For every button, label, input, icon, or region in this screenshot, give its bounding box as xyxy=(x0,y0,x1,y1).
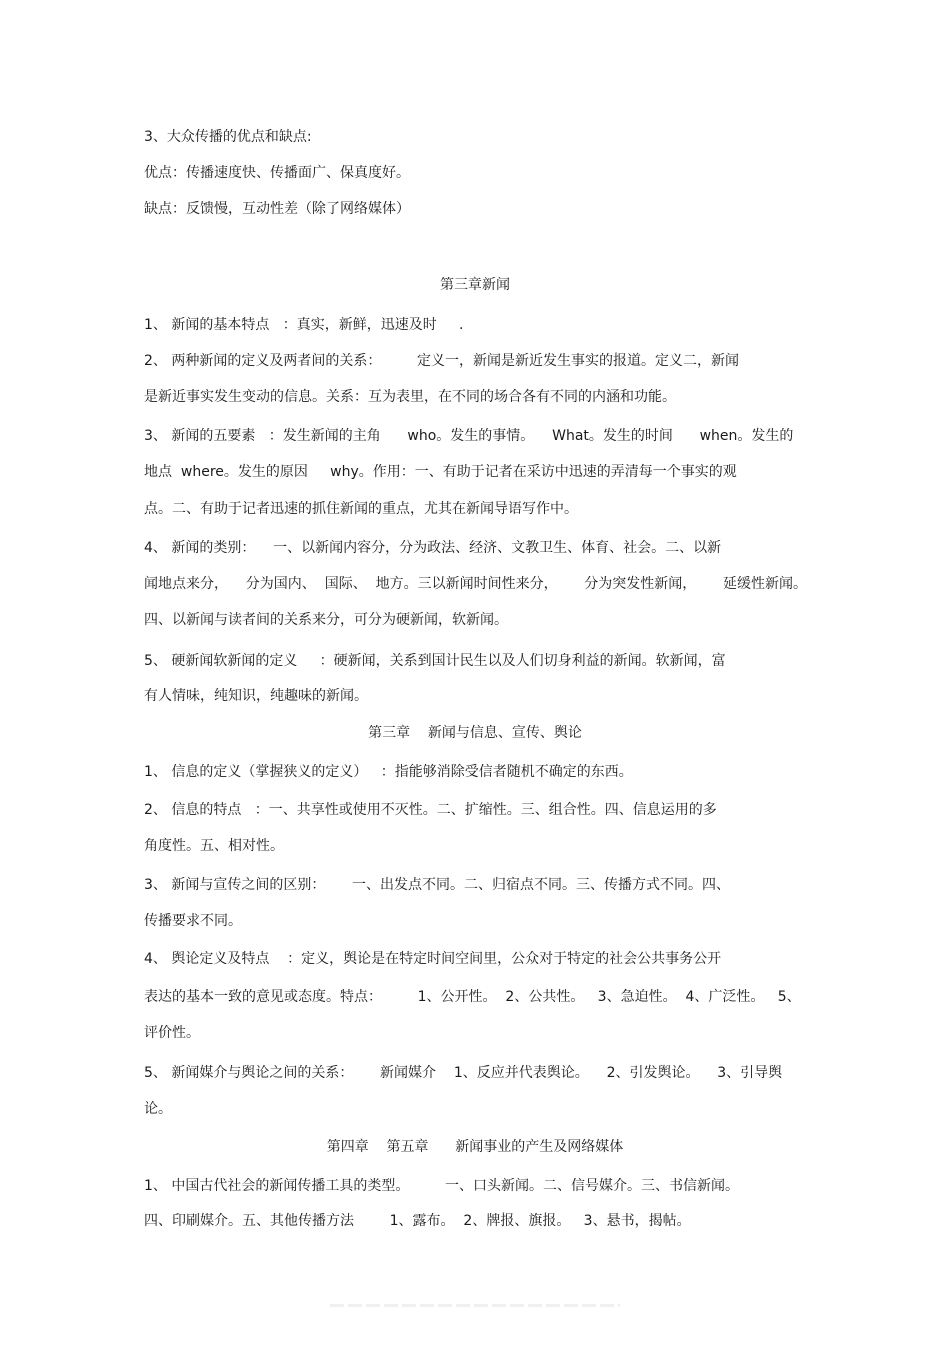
chapter-title-news-information: 第三章 新闻与信息、宣传、舆论 xyxy=(368,725,582,741)
paragraph-line: 有人情味，纯知识，纯趣味的新闻。 xyxy=(144,688,368,704)
paragraph-line: 1、 信息的定义（掌握狭义的定义） ：指能够消除受信者随机不确定的东西。 xyxy=(144,764,633,780)
paragraph-line: 地点 where。发生的原因 why。作用：一、有助于记者在采访中迅速的弄清每一个事实的观 xyxy=(144,464,737,480)
paragraph-line: 四、以新闻与读者间的关系来分，可分为硬新闻，软新闻。 xyxy=(144,612,508,628)
paragraph-line: 4、 舆论定义及特点 ：定义，舆论是在特定时间空间里，公众对于特定的社会公共事务公开 xyxy=(144,951,722,967)
paragraph-line: 论。 xyxy=(144,1101,172,1117)
paragraph-line: 3、 新闻与宣传之间的区别： 一、出发点不同。二、归宿点不同。三、传播方式不同。四、 xyxy=(144,877,731,893)
cons-line: 缺点：反馈慢，互动性差（除了网络媒体） xyxy=(144,201,410,217)
paragraph-line: 四、印刷媒介。五、其他传播方法 1、露布。 2、牌报、旗报。 3、悬书，揭帖。 xyxy=(144,1213,691,1229)
pros-line: 优点：传播速度快、传播面广、保真度好。 xyxy=(144,165,410,181)
paragraph-line: 表达的基本一致的意见或态度。特点： 1、公开性。 2、公共性。 3、急迫性。 4、广泛性。 5、 xyxy=(144,989,801,1005)
faint-footer-mark xyxy=(330,1304,620,1307)
paragraph-line: 2、 两种新闻的定义及两者间的关系： 定义一，新闻是新近发生事实的报道。定义二，新闻 xyxy=(144,353,739,369)
paragraph-line: 5、 硬新闻软新闻的定义 ：硬新闻，关系到国计民生以及人们切身利益的新闻。软新闻，富 xyxy=(144,653,726,669)
paragraph-line: 评价性。 xyxy=(144,1025,200,1041)
chapter-title-news-industry: 第四章 第五章 新闻事业的产生及网络媒体 xyxy=(326,1139,624,1155)
paragraph-line: 点。二、有助于记者迅速的抓住新闻的重点，尤其在新闻导语写作中。 xyxy=(144,501,578,517)
paragraph-line: 2、 信息的特点 ：一、共享性或使用不灭性。二、扩缩性。三、组合性。四、信息运用的多 xyxy=(144,802,717,818)
paragraph-line: 传播要求不同。 xyxy=(144,913,242,929)
section-heading-mass-communication: 3、大众传播的优点和缺点: xyxy=(144,129,312,145)
paragraph-line: 角度性。五、相对性。 xyxy=(144,838,284,854)
paragraph-line: 5、 新闻媒介与舆论之间的关系： 新闻媒介 1、反应并代表舆论。 2、引发舆论。 3、引导舆 xyxy=(144,1065,783,1081)
paragraph-line: 1、 新闻的基本特点 ：真实，新鲜，迅速及时 . xyxy=(144,317,464,333)
chapter-title-news: 第三章新闻 xyxy=(440,277,510,293)
paragraph-line: 3、 新闻的五要素 ：发生新闻的主角 who。发生的事情。 What。发生的时间 when。发生的 xyxy=(144,428,794,444)
paragraph-line: 4、 新闻的类别： 一、以新闻内容分，分为政法、经济、文教卫生、体育、社会。二、以新 xyxy=(144,540,722,556)
paragraph-line: 是新近事实发生变动的信息。关系：互为表里，在不同的场合各有不同的内涵和功能。 xyxy=(144,389,676,405)
paragraph-line: 1、 中国古代社会的新闻传播工具的类型。 一、口头新闻。二、信号媒介。三、书信新闻。 xyxy=(144,1178,739,1194)
paragraph-line: 闻地点来分， 分为国内、 国际、 地方。三以新闻时间性来分， 分为突发性新闻， 延缓性新闻。 xyxy=(144,576,808,592)
